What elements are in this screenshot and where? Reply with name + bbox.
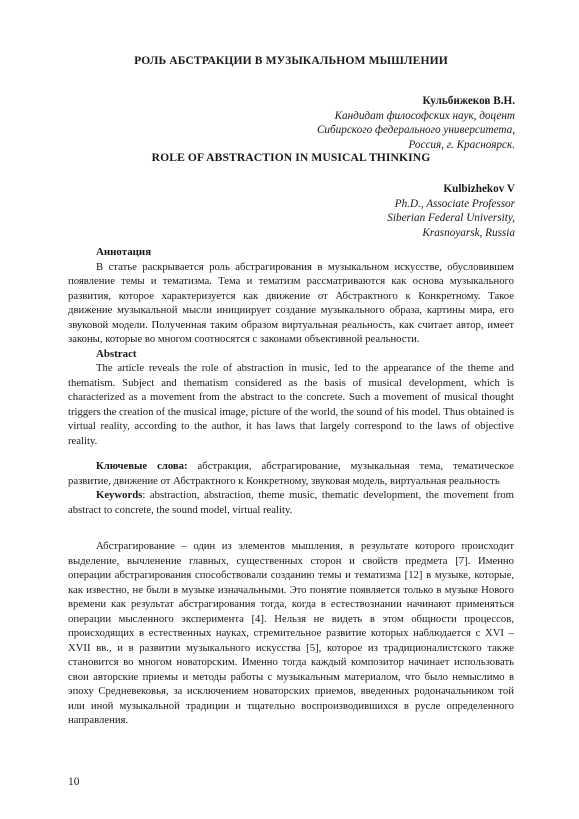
english-author-line: Ph.D., Associate Professor <box>394 197 515 210</box>
annotation-heading: Аннотация <box>96 246 152 258</box>
annotation-text: В статье раскрывается роль абстрагирования в музыкальном искусстве, обусловившем появление темы и тематизма. Тема и тематизм рассматриваются как основа музыкального развития, которое характеризуется как движение от Абстрактного к Конкретному. Такое движение музыкальной мысли инициирует создание музыкального образа, картины мира, его звуковой модели. Полученная таким образом виртуальная реальность, как считает автор, имеет законы, которые во многом соотносятся с законами объективной реальности. <box>68 260 514 345</box>
english-title: ROLE OF ABSTRACTION IN MUSICAL THINKING <box>151 151 431 164</box>
abstract-heading: Abstract <box>96 347 137 360</box>
keywords-english-text: : abstraction, abstraction, theme music, thematic development, the movement from abstract to concrete, the sound model, virtual reality. <box>68 489 514 516</box>
english-author-line: Krasnoyarsk, Russia <box>422 227 515 240</box>
keywords-russian-label: Ключевые слова: <box>96 460 188 472</box>
russian-author-line: Россия, г. Красноярск. <box>408 139 515 152</box>
page-number: 10 <box>68 776 80 788</box>
keywords-section <box>68 459 514 517</box>
english-author-line: Siberian Federal University, <box>387 212 515 225</box>
russian-author-line: Кандидат философских наук, доцент <box>334 109 515 122</box>
keywords-english-label: Keywords <box>96 489 143 501</box>
english-author-name: Kulbizhekov V <box>443 183 515 195</box>
abstract-text: The article reveals the role of abstraction in music, led to the appearance of the theme and thematism. Subject and thematism considered as the basis of musical development, which is characterized as a movement from the abstract to the concrete. Such a movement of musical thought triggers the creation of the musical image, picture of the world, the sound of his model. Thus obtained is virtual reality, according to the author, it has laws that largely correspond to the laws of objective reality. <box>68 362 514 447</box>
keywords-english <box>68 488 514 517</box>
keywords-russian <box>68 459 514 488</box>
english-author-block <box>68 182 515 241</box>
russian-author-name: Кульбижеков В.Н. <box>422 95 515 107</box>
russian-author-block <box>68 94 515 153</box>
russian-title: РОЛЬ АБСТРАКЦИИ В МУЗЫКАЛЬНОМ МЫШЛЕНИИ <box>134 54 448 67</box>
main-text-section <box>68 539 514 728</box>
keywords-russian-text: абстракция, абстрагирование, музыкальная тема, тематическое развитие, движение от Абстрактного к Конкретному, звуковая модель, виртуальная реальность <box>68 460 514 487</box>
annotation-section <box>68 245 514 448</box>
russian-author-line: Сибирского федерального университета, <box>316 124 515 137</box>
main-paragraph: Абстрагирование – один из элементов мышления, в результате которого происходит выделение, вычленение главных, существенных сторон и свойств предмета [7]. Именно операции абстрагирования способствовали созданию темы и тематизма [12] в музыке, которые, как известно, не были в музыке изначальными. Это понятие появляется только в музыке Нового времени как результат абстрагирования тогда, когда в естествознании начинают применяться операции мысленного эксперимента [4]. Нельзя не видеть в этом общности процессов, происходящих в естественных науках, стремительное развитие которых наблюдается с XVI – XVII вв., и в развитии музыкального искусства [5], которое из традиционалистского также становится во многом новаторским. Именно тогда каждый композитор начинает использовать свои авторские приемы и методы работы с музыкальным материалом, что было немыслимо в эпоху Средневековья, за исключением новаторских приемов, введенных родоначальником той или иной музыкальной традиции и тщательно воспроизводившихся в русле определенного направления. <box>68 540 514 726</box>
